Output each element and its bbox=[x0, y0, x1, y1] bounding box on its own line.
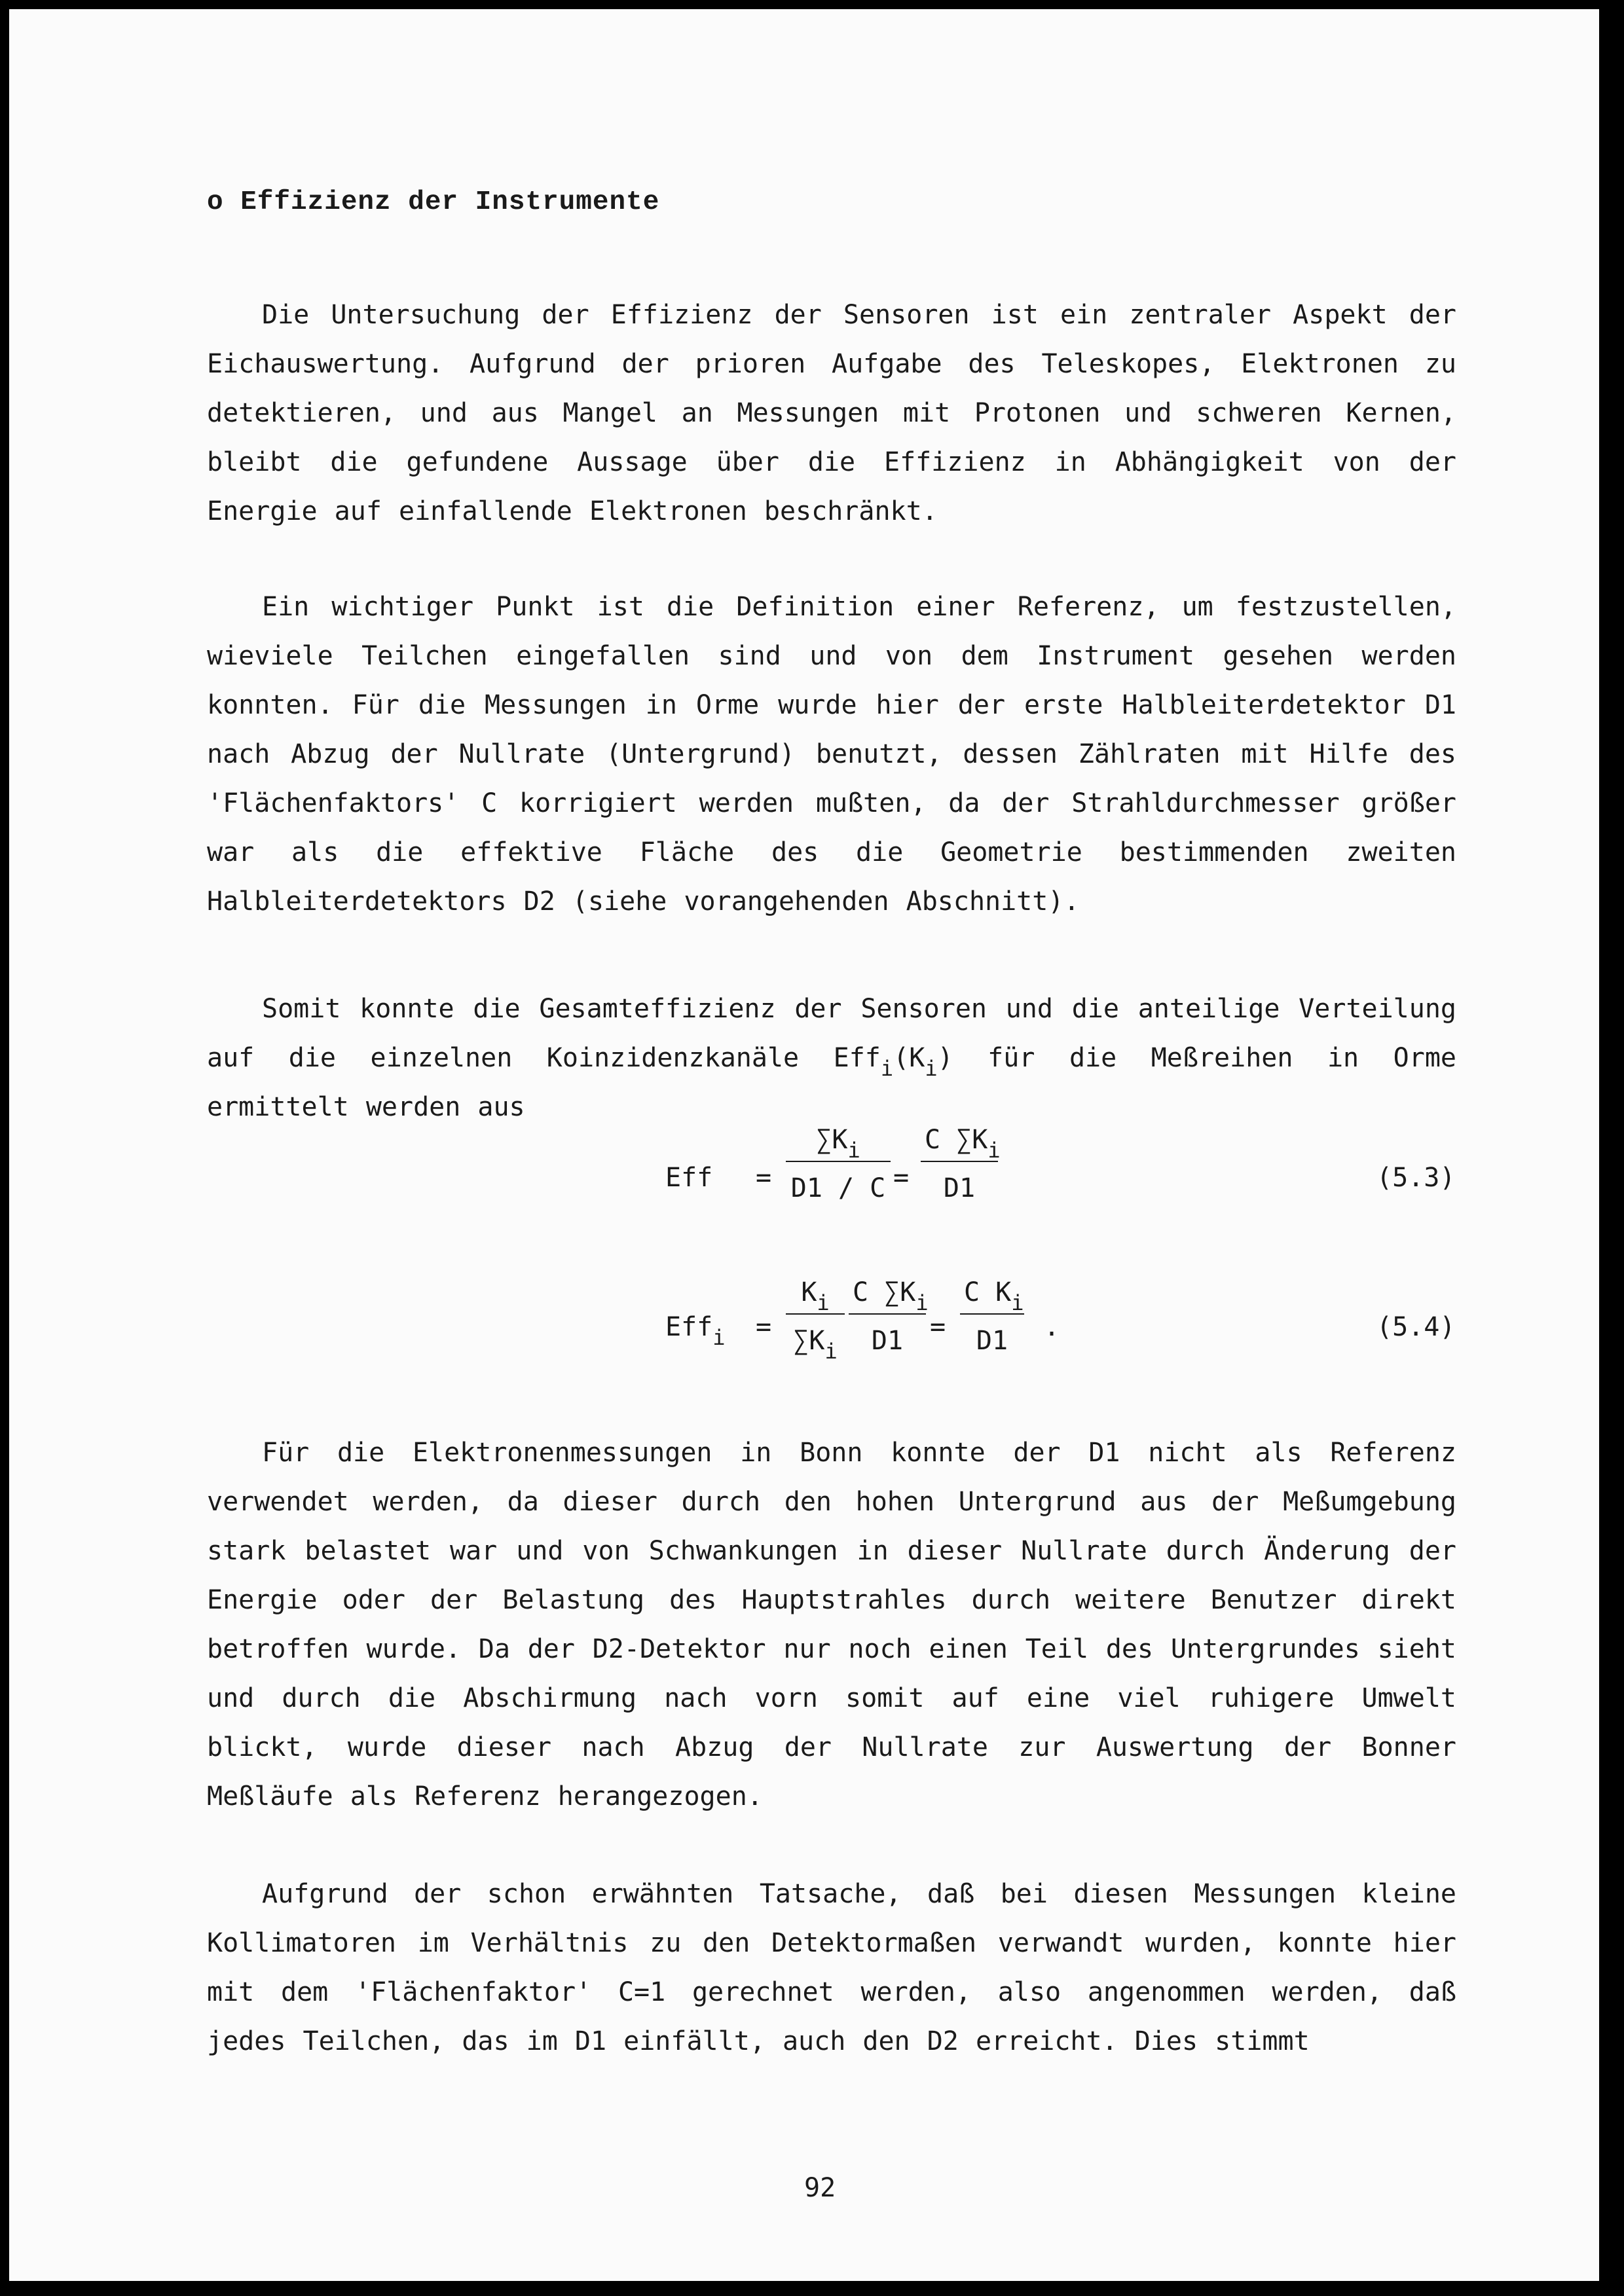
eq54-fraction-1-numerator: $K_i$ bbox=[786, 1278, 845, 1315]
paragraph-5 bbox=[207, 1870, 1456, 2066]
paragraph-4-text: Für die Elektronenmessungen in Bonn konnte der D1 nicht als Referenz verwendet werden, da dieser durch den hohen Untergrund aus der Meßumgebung stark belastet war und von Schwankungen in dieser Nullrate durch Änderung der Energie oder der Belastung des Hauptstrahles durch weitere Benutzer direkt betroffen wurde. Da der D2-Detektor nur noch einen Teil des Untergrundes sieht und durch die Abschirmung nach vorn somit auf eine viel ruhigere Umwelt blickt, wurde dieser nach Abzug der Nullrate zur Auswertung der Bonner Meßläufe als Referenz herangezogen. bbox=[207, 1438, 1456, 1812]
subscript-i: i bbox=[880, 1056, 894, 1081]
section-heading: o Effizienz der Instrumente bbox=[207, 187, 660, 217]
paragraph-5-text: Aufgrund der schon erwähnten Tatsache, daß bei diesen Messungen kleine Kollimatoren im Verhältnis zu den Detektormaßen verwandt wurden, konnte hier mit dem 'Flächenfaktor' C=1 gerechnet werden, also angenommen werden, daß jedes Teilchen, das im D1 einfällt, auch den D2 erreicht. Dies stimmt bbox=[207, 1879, 1456, 2056]
eq53-fraction-2 bbox=[921, 1125, 1001, 1203]
eq53-fraction-1-denominator: D1 / C bbox=[790, 1173, 886, 1203]
eq54-fraction-1-denominator: $\sum K_i$ bbox=[793, 1326, 838, 1364]
paragraph-1-text: Die Untersuchung der Effizienz der Sensoren ist ein zentraler Aspekt der Eichauswertung. Aufgrund der prioren Aufgabe des Teleskopes, Elektronen zu detektieren, und aus Mangel an Messungen mit Protonen und schweren Kernen, bleibt die gefundene Aussage über die Effizienz in Abhängigkeit von der Energie auf einfallende Elektronen beschränkt. bbox=[207, 300, 1456, 526]
paragraph-3-text-a: Somit konnte die Gesamteffizienz der Sensoren und die anteilige Verteilung auf die einzelnen Koinzidenzkanäle Eff bbox=[207, 994, 1456, 1073]
eq53-fraction-2-denominator: D1 bbox=[943, 1173, 976, 1203]
paragraph-2-text: Ein wichtiger Punkt ist die Definition einer Referenz, um festzustellen, wieviele Teilchen eingefallen sind und von dem Instrument gesehen werden konnten. Für die Messungen in Orme wurde hier der erste Halbleiterdetektor D1 nach Abzug der Nullrate (Untergrund) benutzt, dessen Zählraten mit Hilfe des 'Flächenfaktors' C korrigiert werden mußten, da der Strahldurchmesser größer war als die effektive Fläche des die Geometrie bestimmenden zweiten Halbleiterdetektors D2 (siehe vorangehenden Abschnitt). bbox=[207, 592, 1456, 917]
paragraph-3-text-b: (K bbox=[893, 1043, 925, 1073]
eq54-fraction-2 bbox=[849, 1277, 929, 1356]
document-page bbox=[9, 9, 1599, 2281]
eq53-fraction-2-numerator: C $\sum K_i$ bbox=[921, 1125, 998, 1162]
eq54-lhs: Eff$_i$ bbox=[665, 1312, 726, 1350]
paragraph-3 bbox=[207, 985, 1456, 1132]
eq54-fraction-2-numerator: C $\sum K_i$ bbox=[849, 1278, 926, 1315]
paragraph-2 bbox=[207, 583, 1456, 926]
paragraph-4 bbox=[207, 1429, 1456, 1821]
eq54-period: . bbox=[1044, 1312, 1060, 1342]
subscript-i: i bbox=[925, 1056, 938, 1081]
eq54-fraction-3 bbox=[960, 1278, 1024, 1355]
eq53-fraction-1-numerator: $\sum K_i$ bbox=[786, 1125, 891, 1162]
eq54-fraction-1 bbox=[786, 1277, 845, 1364]
eq54-number: (5.4) bbox=[1376, 1312, 1456, 1342]
eq54-fraction-3-numerator: C $K_i$ bbox=[960, 1278, 1024, 1315]
eq53-fraction-1 bbox=[786, 1125, 891, 1203]
eq53-equals-2: = bbox=[893, 1163, 910, 1193]
page-number: 92 bbox=[804, 2173, 836, 2203]
eq54-equals-1: = bbox=[756, 1312, 772, 1342]
eq54-equals-2: = bbox=[930, 1312, 946, 1342]
paragraph-1 bbox=[207, 291, 1456, 536]
eq53-equals-1: = bbox=[756, 1163, 772, 1193]
eq53-lhs: Eff bbox=[665, 1163, 713, 1193]
paragraph-3-text-c: ) für die Meßreihen in Orme ermittelt werden aus bbox=[207, 1043, 1456, 1122]
eq54-fraction-3-denominator: D1 bbox=[976, 1326, 1008, 1356]
eq53-number: (5.3) bbox=[1376, 1163, 1456, 1193]
eq54-fraction-2-denominator: D1 bbox=[871, 1326, 904, 1356]
